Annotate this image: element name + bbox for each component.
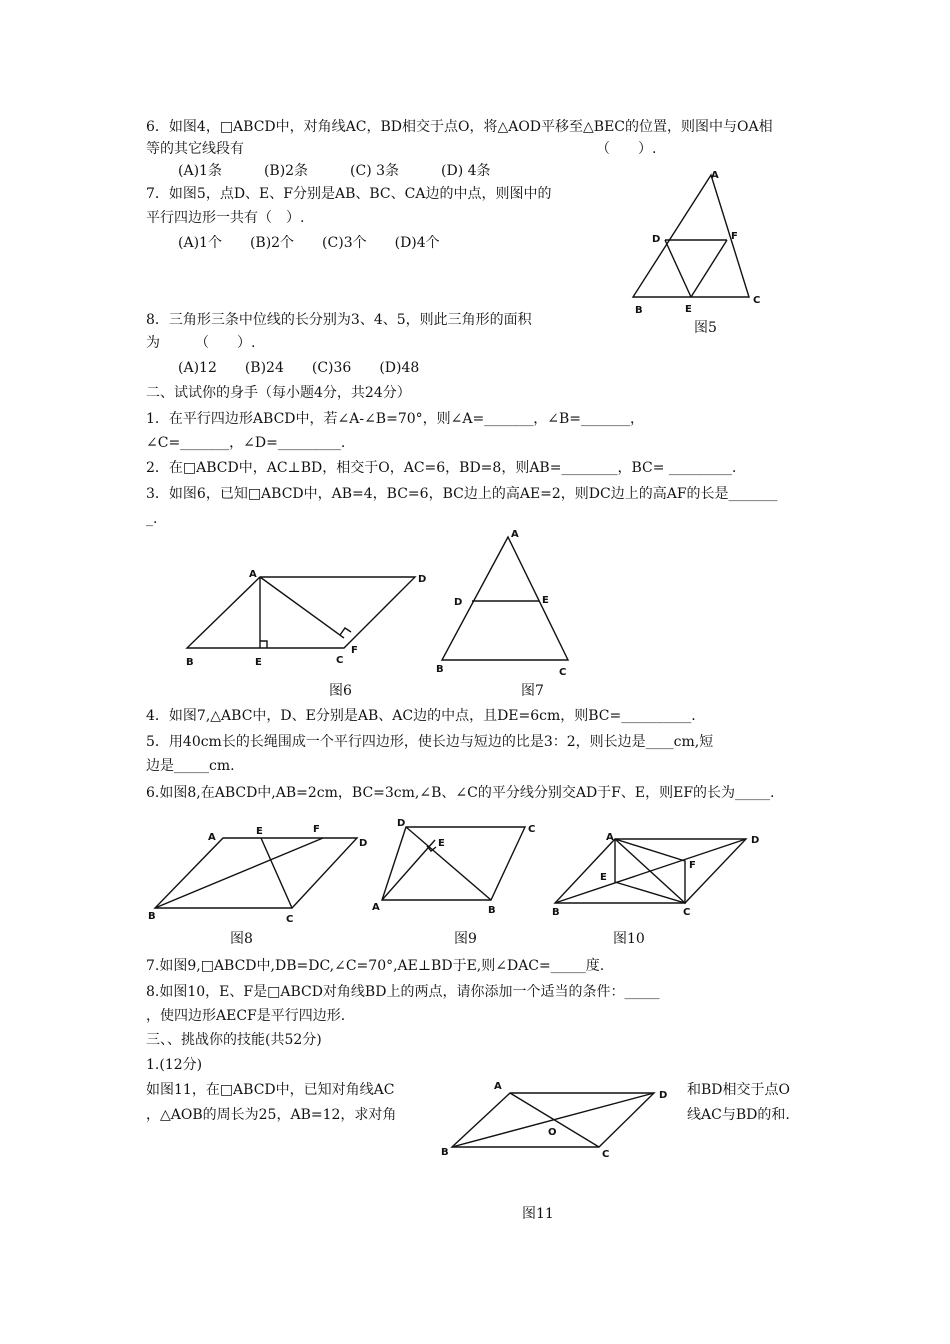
s2-q1-line1: 1．在平行四边形ABCD中，若∠A-∠B=70°，则∠A=_______，∠B=_______， xyxy=(146,411,644,427)
q6-line1: 6．如图4，□ABCD中，对角线AC，BD相交于点O，将△AOD平移至△BEC的位置，则图中与OA相 xyxy=(146,119,773,135)
label-b: B xyxy=(436,664,444,675)
caption-fig10: 图10 xyxy=(613,931,645,947)
s3-q1-title: 1.(12分) xyxy=(146,1057,203,1073)
label-c: C xyxy=(559,667,567,678)
q7-line1: 7．如图5，点D、E、F分别是AB、BC、CA边的中点，则图中的 xyxy=(146,186,552,202)
s2-q5-line2: 边是_____cm. xyxy=(146,758,235,774)
label-c: C xyxy=(286,914,294,925)
figure-8 xyxy=(145,820,375,930)
label-d: D xyxy=(359,838,368,849)
label-d: D xyxy=(418,574,427,585)
label-f: F xyxy=(351,645,358,656)
figure-5 xyxy=(625,165,765,340)
figure-7 xyxy=(432,525,582,680)
label-o: O xyxy=(548,1127,557,1138)
s2-q6: 6.如图8,在ABCD中,AB=2cm，BC=3cm,∠B、∠C的平分线分别交AD于F、E，则EF的长为_____. xyxy=(146,785,775,801)
label-a: A xyxy=(208,832,216,843)
label-b: B xyxy=(148,911,156,922)
label-b: B xyxy=(441,1147,449,1158)
label-d: D xyxy=(659,1090,668,1101)
label-a: A xyxy=(511,529,519,540)
label-d: D xyxy=(751,835,760,846)
label-a: A xyxy=(711,170,719,181)
q8-line1: 8．三角形三条中位线的长分别为3、4、5，则此三角形的面积 xyxy=(146,312,532,328)
label-e: E xyxy=(256,826,263,837)
figure-10 xyxy=(548,825,768,925)
label-c: C xyxy=(683,907,691,918)
caption-fig5: 图5 xyxy=(694,320,717,336)
s2-q2: 2．在□ABCD中，AC⊥BD，相交于O，AC=6，BD=8，则AB=________，BC= _________. xyxy=(146,460,737,476)
q7-options: (A)1个 (B)2个 (C)3个 (D)4个 xyxy=(178,235,440,251)
s2-q1-line2: ∠C=_______，∠D=_________. xyxy=(146,435,346,451)
s3-q1-right1: 和BD相交于点O xyxy=(687,1082,790,1098)
q8-options: (A)12 (B)24 (C)36 (D)48 xyxy=(178,360,420,376)
s2-q8-line1: 8.如图10，E、F是□ABCD对角线BD上的两点，请你添加一个适当的条件：_____ xyxy=(146,984,660,1000)
label-f: F xyxy=(689,860,696,871)
label-b: B xyxy=(552,907,560,918)
s2-q3-line1: 3．如图6，已知□ABCD中，AB=4，BC=6，BC边上的高AE=2，则DC边上的高AF的长是_______ xyxy=(146,486,778,502)
label-c: C xyxy=(602,1149,610,1160)
label-c: C xyxy=(753,295,761,306)
s3-q1-right2: 线AC与BD的和. xyxy=(687,1107,790,1123)
caption-fig6: 图6 xyxy=(329,683,352,699)
label-b: B xyxy=(186,657,194,668)
q6-paren: （ ）. xyxy=(596,141,657,157)
section-3-title: 三、、挑战你的技能(共52分) xyxy=(146,1032,322,1048)
caption-fig7: 图7 xyxy=(521,683,544,699)
s2-q7: 7.如图9,□ABCD中,DB=DC,∠C=70°,AE⊥BD于E,则∠DAC=_____度. xyxy=(146,958,605,974)
label-e: E xyxy=(600,872,607,883)
figure-9 xyxy=(368,812,548,922)
s2-q3-line2: _. xyxy=(146,511,158,527)
label-d: D xyxy=(397,818,406,829)
label-c: C xyxy=(336,655,344,666)
figure-6 xyxy=(180,565,440,675)
label-f: F xyxy=(313,824,320,835)
label-b: B xyxy=(488,905,496,916)
label-e: E xyxy=(438,838,445,849)
label-a: A xyxy=(494,1081,502,1092)
q6-line2: 等的其它线段有 xyxy=(146,141,244,157)
label-e: E xyxy=(255,657,262,668)
section-2-title: 二、试试你的身手（每小题4分，共24分） xyxy=(146,385,411,401)
label-c: C xyxy=(528,824,536,835)
q6-options: (A)1条 (B)2条 (C) 3条 (D) 4条 xyxy=(178,163,491,179)
label-b: B xyxy=(635,305,643,316)
label-a: A xyxy=(372,902,380,913)
s2-q5-line1: 5．用40cm长的长绳围成一个平行四边形，使长边与短边的比是3：2，则长边是____cm,短 xyxy=(146,734,714,750)
s2-q4: 4．如图7,△ABC中，D、E分别是AB、AC边的中点，且DE=6cm，则BC=__________. xyxy=(146,708,696,724)
label-d: D xyxy=(652,234,661,245)
caption-fig8: 图8 xyxy=(230,931,253,947)
q7-line2: 平行四边形一共有（ ）. xyxy=(146,210,305,226)
s2-q8-line2: ，使四边形AECF是平行四边形. xyxy=(146,1008,346,1024)
figure-11 xyxy=(435,1075,675,1165)
label-d: D xyxy=(454,597,463,608)
caption-fig9: 图9 xyxy=(454,931,477,947)
label-e: E xyxy=(542,595,549,606)
label-a: A xyxy=(606,832,614,843)
caption-fig11: 图11 xyxy=(522,1206,554,1222)
s3-q1-line2: ，△AOB的周长为25，AB=12，求对角 xyxy=(146,1107,397,1123)
q8-line2: 为 （ ）. xyxy=(146,335,256,351)
s3-q1-line1: 如图11，在□ABCD中，已知对角线AC xyxy=(146,1082,395,1098)
label-f: F xyxy=(731,231,738,242)
label-a: A xyxy=(249,569,257,580)
label-e: E xyxy=(685,304,692,315)
